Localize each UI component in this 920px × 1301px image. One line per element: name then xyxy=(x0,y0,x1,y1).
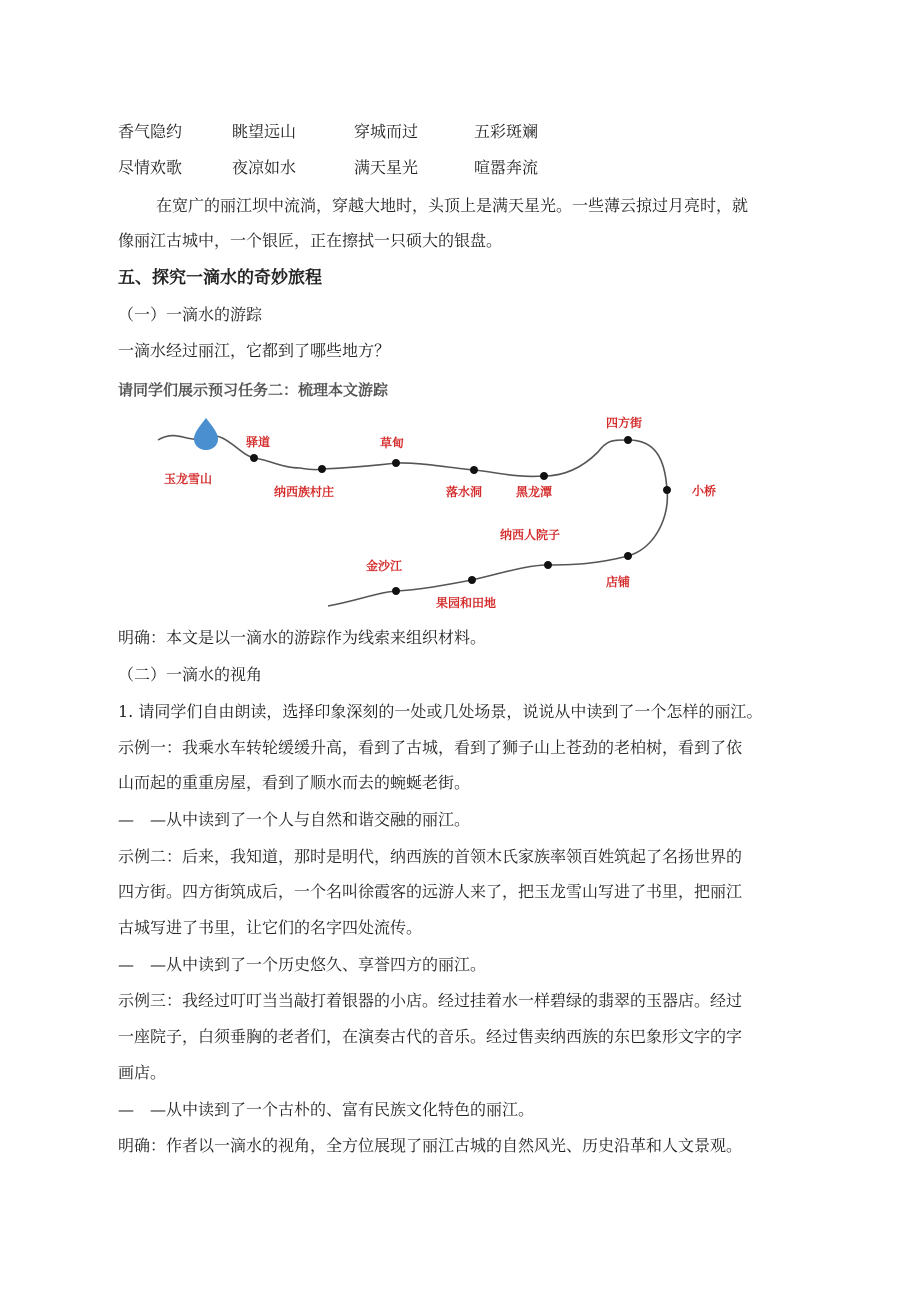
water-drop-icon xyxy=(194,418,218,450)
place-label: 果园和田地 xyxy=(436,596,497,610)
word-item: 五彩斑斓 xyxy=(474,122,539,141)
example3-line: 示例三：我经过叮叮当当敲打着银器的小店。经过挂着水一样碧绿的翡翠的玉器店。经过 xyxy=(118,991,743,1010)
part2-task: 1. 请同学们自由朗读，选择印象深刻的一处或几处场景，说说从中读到了一个怎样的丽江。 xyxy=(118,702,763,721)
example3-line: 一座院子，白须垂胸的老者们，在演奏古代的音乐。经过售卖纳西族的东巴象形文字的字 xyxy=(118,1027,743,1046)
example3-reading: — —从中读到了一个古朴的、富有民族文化特色的丽江。 xyxy=(118,1100,535,1119)
word-item: 穿城而过 xyxy=(354,122,419,141)
place-label: 草甸 xyxy=(380,436,405,450)
example2-line: 四方街。四方街筑成后，一个名叫徐霞客的远游人来了，把玉龙雪山写进了书里，把丽江 xyxy=(118,882,743,901)
section-heading: 五、探究一滴水的奇妙旅程 xyxy=(118,268,322,288)
place-label: 店铺 xyxy=(606,575,631,589)
word-item: 眺望远山 xyxy=(232,122,297,141)
part2-heading: （二）一滴水的视角 xyxy=(118,665,263,684)
intro-paragraph-line: 在宽广的丽江坝中流淌，穿越大地时，头顶上是满天星光。一些薄云掠过月亮时，就 xyxy=(156,196,749,215)
place-label: 四方街 xyxy=(606,416,643,430)
part1-conclusion: 明确：本文是以一滴水的游踪作为线索来组织材料。 xyxy=(118,628,487,647)
place-label: 黑龙潭 xyxy=(516,485,553,499)
route-point xyxy=(468,576,476,584)
place-label: 小桥 xyxy=(692,484,717,498)
part1-question: 一滴水经过丽江，它都到了哪些地方？ xyxy=(118,341,391,360)
route-point xyxy=(624,436,632,444)
diagram-title: 请同学们展示预习任务二：梳理本文游踪 xyxy=(118,381,389,399)
route-point xyxy=(544,561,552,569)
route-point xyxy=(392,587,400,595)
route-point xyxy=(663,486,671,494)
place-label: 落水洞 xyxy=(446,485,483,499)
route-point xyxy=(250,454,258,462)
route-point xyxy=(318,465,326,473)
example2-line: 示例二：后来，我知道，那时是明代，纳西族的首领木氏家族率领百姓筑起了名扬世界的 xyxy=(118,847,743,866)
example2-line: 古城写进了书里，让它们的名字四处流传。 xyxy=(118,918,423,937)
route-point xyxy=(392,459,400,467)
part1-heading: （一）一滴水的游踪 xyxy=(118,305,263,324)
example1-line: 山而起的重重房屋，看到了顺水而去的蜿蜒老街。 xyxy=(118,773,471,792)
intro-paragraph-line: 像丽江古城中，一个银匠，正在擦拭一只硕大的银盘。 xyxy=(118,231,503,250)
part2-conclusion: 明确：作者以一滴水的视角，全方位展现了丽江古城的自然风光、历史沿革和人文景观。 xyxy=(118,1136,743,1155)
place-label: 金沙江 xyxy=(366,559,403,573)
route-line xyxy=(158,436,667,606)
word-item: 喧嚣奔流 xyxy=(474,158,539,177)
word-item: 香气隐约 xyxy=(118,122,183,141)
example2-reading: — —从中读到了一个历史悠久、享誉四方的丽江。 xyxy=(118,955,487,974)
example1-line: 示例一：我乘水车转轮缓缓升高，看到了古城，看到了狮子山上苍劲的老柏树，看到了依 xyxy=(118,738,743,757)
word-item: 满天星光 xyxy=(354,158,419,177)
route-point xyxy=(624,552,632,560)
word-item: 尽情欢歌 xyxy=(118,158,183,177)
example3-line: 画店。 xyxy=(118,1063,167,1082)
word-item: 夜凉如水 xyxy=(232,158,297,177)
place-label: 驿道 xyxy=(246,435,271,449)
example1-reading: — —从中读到了一个人与自然和谐交融的丽江。 xyxy=(118,810,471,829)
route-point xyxy=(540,472,548,480)
place-label: 纳西人院子 xyxy=(500,528,561,542)
route-point xyxy=(470,466,478,474)
place-label: 纳西族村庄 xyxy=(274,485,335,499)
place-label: 玉龙雪山 xyxy=(164,472,213,486)
